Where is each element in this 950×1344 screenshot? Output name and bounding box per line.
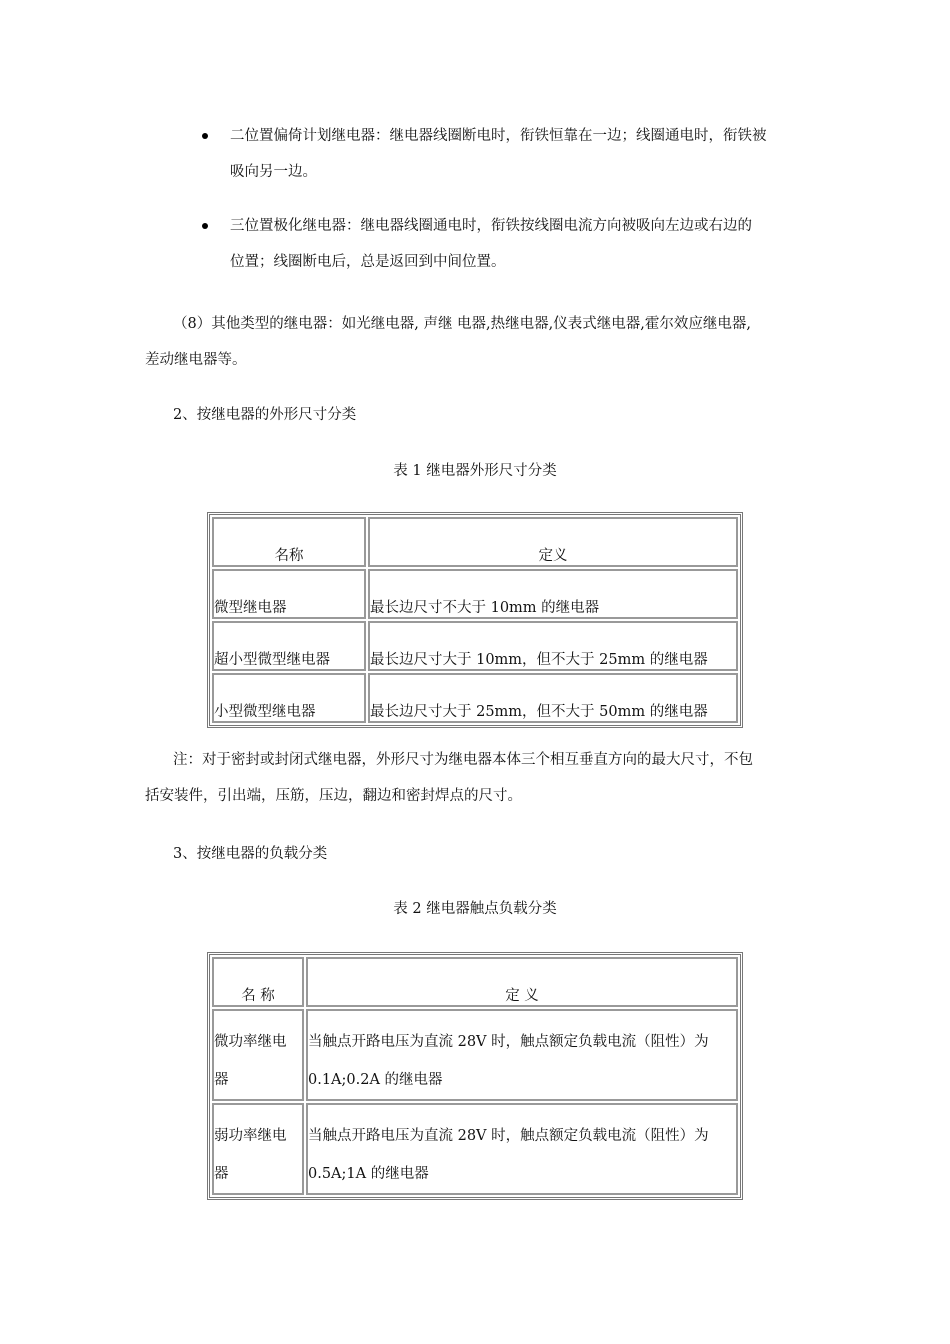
list-item — [198, 118, 818, 190]
bullet-icon — [202, 133, 208, 139]
table-cell: 小型微型继电器 — [212, 673, 366, 723]
table-row — [212, 673, 738, 723]
list-item — [198, 208, 818, 280]
table-header-row — [212, 517, 738, 567]
cell-line: 弱功率继电 — [214, 1128, 287, 1144]
paragraph-line: （8）其他类型的继电器：如光继电器, 声继 电器,热继电器,仪表式继电器,霍尔效应继电器, — [173, 316, 751, 332]
table-cell: 微型继电器 — [212, 569, 366, 619]
column-header-definition: 定 义 — [306, 957, 738, 1007]
bullet-icon — [202, 223, 208, 229]
table-header-row — [212, 957, 738, 1007]
cell-line: 器 — [214, 1072, 229, 1088]
column-header-name: 名 称 — [212, 957, 304, 1007]
paragraph-line: 括安装件，引出端，压筋，压边，翻边和密封焊点的尺寸。 — [145, 788, 522, 804]
cell-line: 器 — [214, 1166, 229, 1182]
table-1-caption: 表 1 继电器外形尺寸分类 — [393, 463, 557, 479]
table-row — [212, 621, 738, 671]
relay-type-bullet-list — [198, 118, 818, 298]
bullet-text-line: 吸向另一边。 — [230, 164, 317, 180]
size-note-paragraph — [145, 742, 815, 814]
table-cell: 最长边尺寸大于 10mm，但不大于 25mm 的继电器 — [368, 621, 738, 671]
cell-line: 当触点开路电压为直流 28V 时，触点额定负载电流（阻性）为 — [308, 1034, 709, 1050]
table-row — [212, 1103, 738, 1195]
cell-line: 微功率继电 — [214, 1034, 287, 1050]
table-cell — [306, 1009, 738, 1101]
bullet-text-line: 位置；线圈断电后，总是返回到中间位置。 — [230, 254, 506, 270]
bullet-text-line: 二位置偏倚计划继电器：继电器线圈断电时，衔铁恒靠在一边；线圈通电时，衔铁被 — [230, 128, 767, 144]
section-3-heading: 3、按继电器的负载分类 — [173, 846, 328, 862]
bullet-text-line: 三位置极化继电器：继电器线圈通电时，衔铁按线圈电流方向被吸向左边或右边的 — [230, 218, 752, 234]
cell-line: 0.5A;1A 的继电器 — [308, 1166, 429, 1182]
relay-size-table — [207, 512, 743, 728]
table-cell: 最长边尺寸大于 25mm，但不大于 50mm 的继电器 — [368, 673, 738, 723]
relay-load-table — [207, 952, 743, 1200]
table-cell — [212, 1009, 304, 1101]
table-cell: 超小型微型继电器 — [212, 621, 366, 671]
section-2-heading: 2、按继电器的外形尺寸分类 — [173, 407, 357, 423]
other-types-paragraph — [145, 306, 815, 378]
cell-line: 0.1A;0.2A 的继电器 — [308, 1072, 443, 1088]
table-row — [212, 569, 738, 619]
table-cell: 最长边尺寸不大于 10mm 的继电器 — [368, 569, 738, 619]
table-row — [212, 1009, 738, 1101]
paragraph-line: 差动继电器等。 — [145, 352, 247, 368]
cell-line: 当触点开路电压为直流 28V 时，触点额定负载电流（阻性）为 — [308, 1128, 709, 1144]
table-cell — [212, 1103, 304, 1195]
table-cell — [306, 1103, 738, 1195]
column-header-definition: 定义 — [368, 517, 738, 567]
paragraph-line: 注：对于密封或封闭式继电器，外形尺寸为继电器本体三个相互垂直方向的最大尺寸，不包 — [173, 752, 753, 768]
column-header-name: 名称 — [212, 517, 366, 567]
table-2-caption: 表 2 继电器触点负载分类 — [393, 901, 557, 917]
